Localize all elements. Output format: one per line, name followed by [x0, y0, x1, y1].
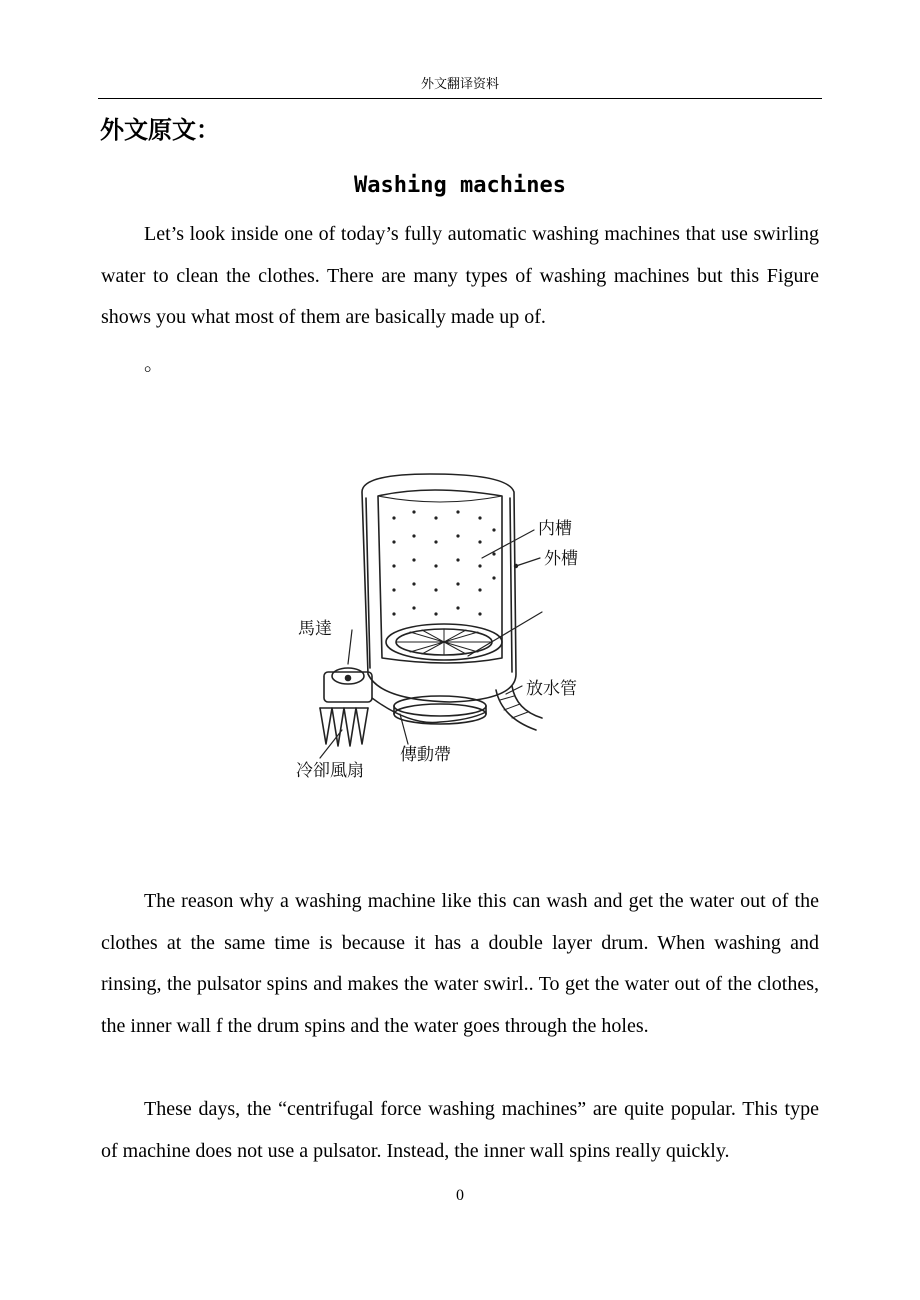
inner-tub-holes	[392, 510, 518, 615]
cooling-fan-shape	[320, 708, 368, 746]
label-drain-pipe: 放水管	[526, 679, 577, 699]
page-number: 0	[456, 1187, 464, 1204]
article-title: Washing machines	[354, 173, 566, 198]
washing-machine-diagram	[290, 468, 610, 788]
paragraph-centrifugal: These days, the “centrifugal force washing machines” are quite popular. This type of machine does not use a pulsator. Instead, the inner wall spins really quickly.	[101, 1098, 819, 1162]
label-motor: 馬達	[298, 619, 332, 639]
motor-shape	[324, 668, 372, 702]
drive-belt-shape	[372, 698, 486, 723]
section-heading: 外文原文：	[100, 116, 220, 144]
stray-punctuation: 。	[144, 353, 164, 375]
label-drive-belt: 傳動帶	[400, 745, 451, 765]
header-rule	[98, 98, 822, 99]
label-outer-tub: 外槽	[544, 549, 578, 569]
running-header: 外文翻译资料	[420, 77, 499, 92]
paragraph-double-drum: The reason why a washing machine like this can wash and get the water out of the clothes at the same time is because it has a double layer drum. When washing and rinsing, the pulsator spins and makes the water swirl.. To get the water out of the clothes, the inner wall f the drum spins and the water goes through the holes.	[101, 890, 819, 1037]
label-cooling-fan: 冷卻風扇	[296, 761, 364, 781]
outer-tub-shape	[362, 474, 516, 702]
pulsator-shape	[386, 624, 502, 660]
label-inner-tub: 内槽	[538, 519, 572, 539]
inner-tub-shape	[378, 490, 502, 663]
paragraph-intro: Let’s look inside one of today’s fully automatic washing machines that use swirling water to clean the clothes. There are many types of washing machines but this Figure shows you what most of them are basically made up of.	[101, 223, 819, 329]
